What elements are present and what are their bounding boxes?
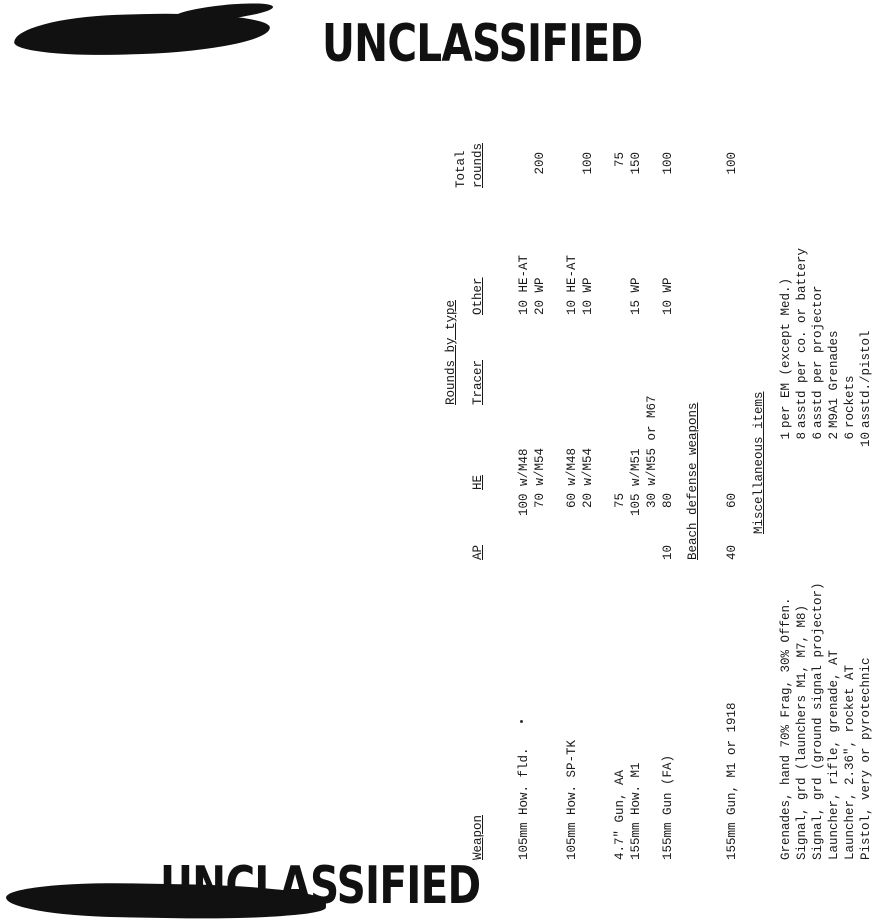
misc-item-name: Signal, grd (launchers M1, M7, M8) <box>795 604 809 860</box>
he-cell: 105 w/M51 <box>629 448 643 516</box>
misc-item-desc: asstd./pistol <box>859 330 873 428</box>
total-header-line1: Total <box>454 150 468 188</box>
misc-item-qty: 8 <box>795 432 809 440</box>
rotated-table <box>440 80 873 860</box>
misc-item-name: Grenades, hand 70% Frag, 30% Offen. <box>779 597 793 860</box>
ap-cell: 10 <box>661 544 675 560</box>
other-header: Other <box>471 277 485 315</box>
weapon-cell: 155mm Gun, M1 or 1918 <box>725 702 739 860</box>
list-item <box>842 160 858 860</box>
he-cell: 20 w/M54 <box>581 447 595 508</box>
he-cell: 80 <box>661 492 675 508</box>
weapon-cell: 155mm Gun (FA) <box>661 754 675 860</box>
other-cell: 10 HE-AT <box>565 254 579 315</box>
misc-item-qty: 2 <box>827 432 841 440</box>
misc-item-name: Pistol, very or pyrotechnic <box>859 657 873 860</box>
total-cell: 100 <box>725 152 739 175</box>
he-cell: 60 <box>725 492 739 508</box>
misc-item-qty: 10 <box>859 432 873 448</box>
he-cell: 60 w/M48 <box>565 447 579 508</box>
rounds-by-type-heading: Rounds by type <box>444 299 458 405</box>
misc-item-desc: asstd per co. or battery <box>795 247 809 428</box>
misc-item-name: Signal, grd (ground signal projector) <box>811 582 825 860</box>
he-cell: 100 w/M48 <box>517 448 531 516</box>
misc-item-name: Launcher, 2.36", rocket AT <box>843 664 857 860</box>
total-cell: 150 <box>629 152 643 175</box>
other-cell: 10 HE-AT <box>517 254 531 315</box>
redaction-mark-top <box>13 10 270 59</box>
total-cell: 200 <box>533 152 547 175</box>
total-cell: 100 <box>581 152 595 175</box>
total-cell: 75 <box>613 152 627 168</box>
tracer-header: Tracer <box>471 359 485 405</box>
misc-item-qty: 6 <box>811 432 825 440</box>
column-header-row <box>470 80 486 860</box>
misc-item-qty: 6 <box>843 432 857 440</box>
list-item <box>810 160 826 860</box>
other-cell: 10 WP <box>661 277 675 315</box>
unclassified-stamp-bottom: UNCLASSIFIED <box>160 856 481 916</box>
beach-defense-heading: Beach defense weapons <box>686 402 700 560</box>
list-item <box>858 160 874 860</box>
misc-item-desc: rockets <box>843 375 857 428</box>
unclassified-stamp-top: UNCLASSIFIED <box>322 14 643 74</box>
weapon-cell: 105mm How. fld. <box>517 747 531 860</box>
misc-item-desc: M9A1 Grenades <box>827 330 841 428</box>
he-cell: 70 w/M54 <box>533 447 547 508</box>
misc-item-qty: 1 <box>779 432 793 440</box>
ap-cell: 40 <box>725 544 739 560</box>
he-header: HE <box>471 474 485 490</box>
ap-header: AP <box>471 544 485 560</box>
paper-speck <box>520 720 523 723</box>
misc-item-desc: asstd per projector <box>811 285 825 428</box>
list-item <box>778 160 794 860</box>
he-cell: 75 <box>613 492 627 508</box>
weapon-cell: 105mm How. SP-TK <box>565 739 579 860</box>
misc-items-heading: Miscellaneous items <box>752 391 766 534</box>
list-item <box>826 160 842 860</box>
he-cell: 30 w/M55 or M67 <box>645 395 659 508</box>
other-cell: 10 WP <box>581 277 595 315</box>
other-cell: 20 WP <box>533 277 547 315</box>
total-cell: 100 <box>661 152 675 175</box>
weapon-cell: 4.7" Gun, AA <box>613 769 627 860</box>
total-header-line2: rounds <box>471 142 485 188</box>
other-cell: 15 WP <box>629 277 643 315</box>
list-item <box>794 160 810 860</box>
weapon-cell: 155mm How. M1 <box>629 762 643 860</box>
misc-item-name: Launcher, rifle, grenade, AT <box>827 649 841 860</box>
misc-item-desc: per EM (except Med.) <box>779 277 793 428</box>
weapon-header: Weapon <box>471 814 485 860</box>
